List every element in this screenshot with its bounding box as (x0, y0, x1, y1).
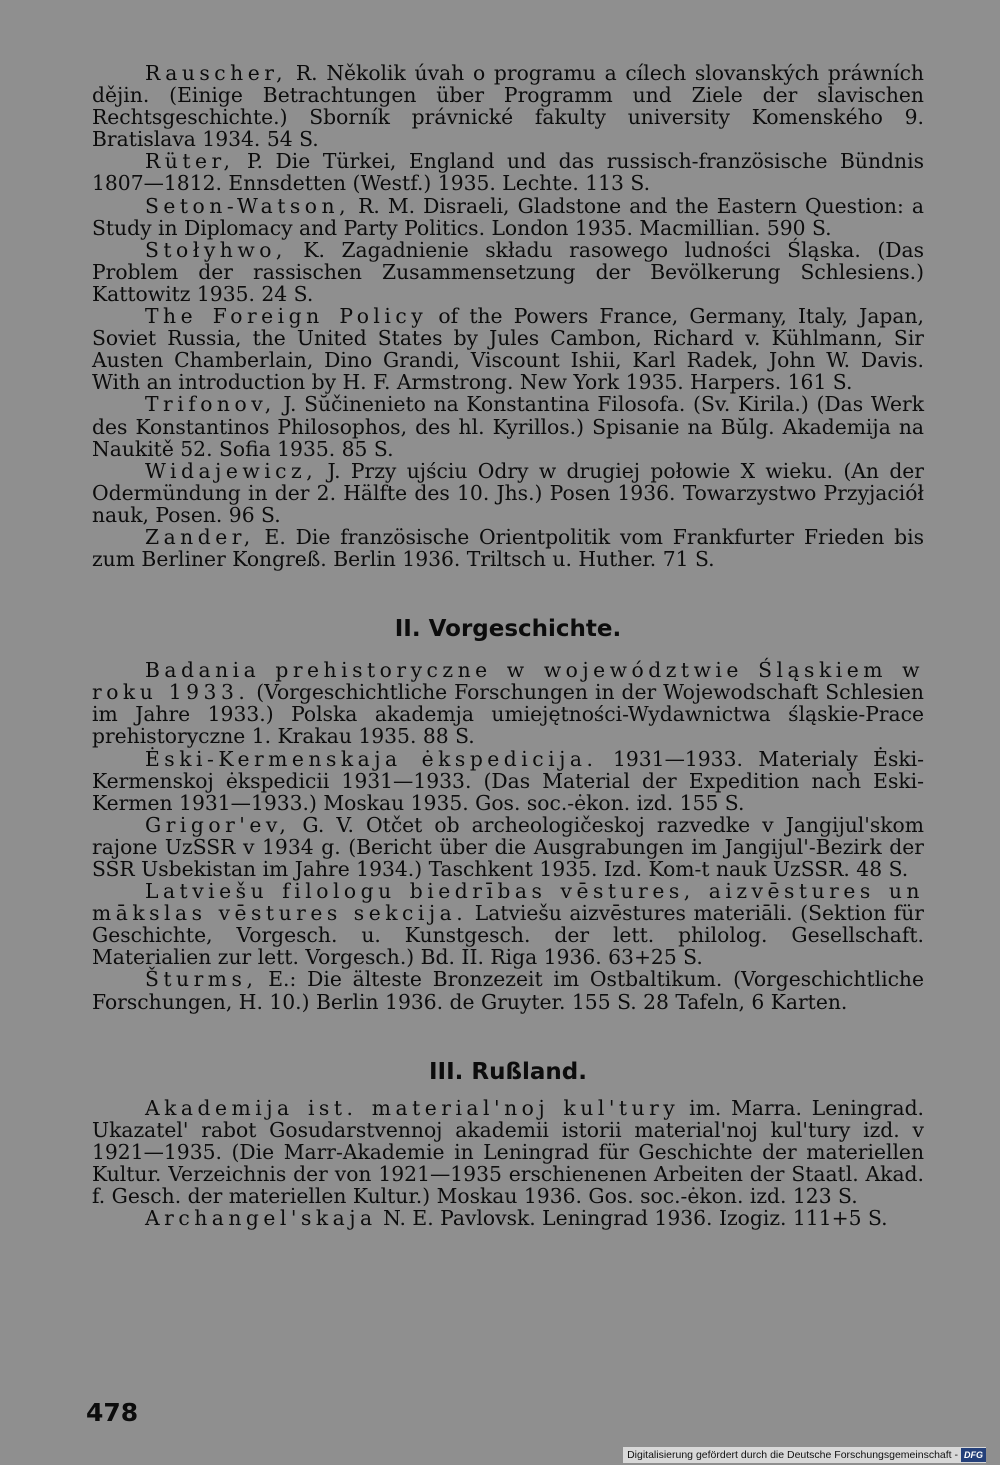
footer-text: Digitalisierung gefördert durch die Deutsche Forschungsgemeinschaft - (627, 1449, 958, 1461)
entry-author: Badania prehistoryczne w województwie Śląskiem w roku 1933. (92, 658, 924, 705)
section-2-heading: II. Vorgeschichte. (394, 616, 622, 643)
bibliography-entry (92, 526, 924, 570)
entry-author: Zander, (145, 524, 255, 549)
entry-text: R. Několik úvah o programu a cílech slovanských práwních dějin. (Einige Betrachtungen über Programm und Ziele der slavischen Rechtsgeschichte.) Sborník právnické fakulty university Komenského 9. Bratislava 1934. 54 S. (92, 61, 924, 152)
bibliography-entry (92, 1097, 924, 1207)
entry-text: J. Sŭčinenieto na Konstantina Filosofa. (Sv. Kirila.) (Das Werk des Konstantinos Philosophos, des hl. Kyrillos.) Spisanie na Bŭlg. Akademija na Naukitě 52. Sofia 1935. 85 S. (92, 392, 924, 461)
section-1-entries (92, 62, 924, 570)
entry-author: Akademija ist. material'noj kul'tury (145, 1095, 680, 1120)
bibliography-entry (92, 748, 924, 814)
entry-text: N. E. Pavlovsk. Leningrad 1936. Izogiz. 111+5 S. (376, 1206, 888, 1231)
bibliography-entry (92, 195, 924, 239)
entry-author: Widajewicz, (145, 458, 318, 483)
entry-text: (Vorgeschichtliche Forschungen in der Wojewodschaft Schlesien im Jahre 1933.) Polska akademja umiejętności-Wydawnictwa śląskie-Prace prehistoryczne 1. Krakau 1935. 88 S. (92, 680, 924, 749)
bibliography-entry (92, 460, 924, 526)
section-2-entries (92, 659, 924, 1013)
entry-text: E. Die französische Orientpolitik vom Frankfurter Frieden bis zum Berliner Kongreß. Berlin 1936. Triltsch u. Huther. 71 S. (92, 524, 924, 572)
bibliography-entry (92, 814, 924, 880)
entry-author: Šturms, (145, 967, 258, 992)
bibliography-entry (92, 393, 924, 459)
entry-text: im. Marra. Leningrad. Ukazatel' rabot Gosudarstvennoj akademii istorii material'noj kul'tury izd. v 1921—1935. (Die Marr-Akademie in Leningrad für Geschichte der materiellen Kultur. Verzeichnis der von 1921—1935 erschienenen Arbeiten der Staatl. Akad. f. Gesch. der materiellen Kultur.) Moskau 1936. Gos. soc.-ėkon. izd. 123 S. (92, 1095, 925, 1209)
bibliography-entry (92, 1207, 924, 1229)
entry-text: of the Powers France, Germany, Italy, Japan, Soviet Russia, the United States by Jules Cambon, Richard v. Kühlmann, Sir Austen Chamberlain, Dino Grandi, Viscount Ishii, Karl Radek, John W. Davis. With an introduction by H. F. Armstrong. New York 1935. Harpers. 161 S. (92, 304, 924, 395)
entry-author: Trifonov, (145, 392, 276, 417)
bibliography-entry (92, 659, 924, 747)
entry-author: Seton-Watson, (145, 193, 351, 218)
entry-author: Latviešu filologu biedrības vēstures, aizvēstures un mākslas vēstures sekcija. (92, 879, 924, 926)
section-3-heading: III. Rußland. (428, 1058, 588, 1085)
entry-author: Grigor'ev, (145, 812, 291, 837)
bibliography-entry (92, 880, 924, 968)
section-3-entries (92, 1097, 924, 1230)
entry-text: E.: Die älteste Bronzezeit im Ostbaltikum. (Vorgeschichtliche Forschungen, H. 10.) Berlin 1936. de Gruyter. 155 S. 28 Tafeln, 6 Karten. (92, 967, 924, 1014)
bibliography-entry (92, 150, 924, 194)
entry-text: Latviešu aizvēstures materiāli. (Sektion für Geschichte, Vorgesch. u. Kunstgesch. der lett. philolog. Gesellschaft. Materialien zur lett. Vorgesch.) Bd. II. Riga 1936. 63+25 S. (92, 901, 924, 970)
entry-author: Stołyhwo, (145, 237, 287, 262)
entry-author: Rüter, (145, 149, 235, 174)
page-number: 478 (86, 1398, 139, 1427)
entry-text: 1931—1933. Materialy Ėski-Kermenskoj ėkspedicii 1931—1933. (Das Material der Expedition nach Eski-Kermen 1931—1933.) Moskau 1935. Gos. soc.-ėkon. izd. 155 S. (92, 746, 924, 815)
entry-text: G. V. Otčet ob archeologičeskoj razvedke v Jangijul'skom rajone UzSSR v 1934 g. (Bericht über die Ausgrabungen im Jangijul'-Bezirk der SSR Usbekistan im Jahre 1934.) Taschkent 1935. Izd. Kom-t nauk UzSSR. 48 S. (92, 812, 924, 881)
digitization-footer (623, 1447, 986, 1463)
bibliography-entry (92, 305, 924, 393)
bibliography-entry (92, 968, 924, 1012)
bibliography-entry (92, 239, 924, 305)
dfg-logo: DFG (961, 1448, 986, 1462)
entry-text: J. Przy ujściu Odry w drugiej połowie X wieku. (An der Odermündung in der 2. Hälfte des 10. Jhs.) Posen 1936. Towarzystwo Przyjaciół nauk, Posen. 96 S. (92, 458, 924, 527)
bibliography-entry (92, 62, 924, 150)
bibliography-page (92, 62, 924, 1229)
entry-text: P. Die Türkei, England und das russisch-französische Bündnis 1807—1812. Ennsdetten (Westf.) 1935. Lechte. 113 S. (92, 149, 924, 196)
entry-author: Rauscher, (145, 61, 288, 85)
entry-author: Archangel'skaja (145, 1206, 377, 1231)
entry-text: R. M. Disraeli, Gladstone and the Eastern Question: a Study in Diplomacy and Party Politics. London 1935. Macmillian. 590 S. (92, 193, 924, 240)
entry-author: The Foreign Policy (145, 304, 428, 329)
entry-author: Ėski-Kermenskaja ėkspedicija. (145, 746, 598, 771)
entry-text: K. Zagadnienie składu rasowego ludności Śląska. (Das Problem der rassischen Zusammensetzung der Bevölkerung Schlesiens.) Kattowitz 1935. 24 S. (92, 237, 924, 306)
